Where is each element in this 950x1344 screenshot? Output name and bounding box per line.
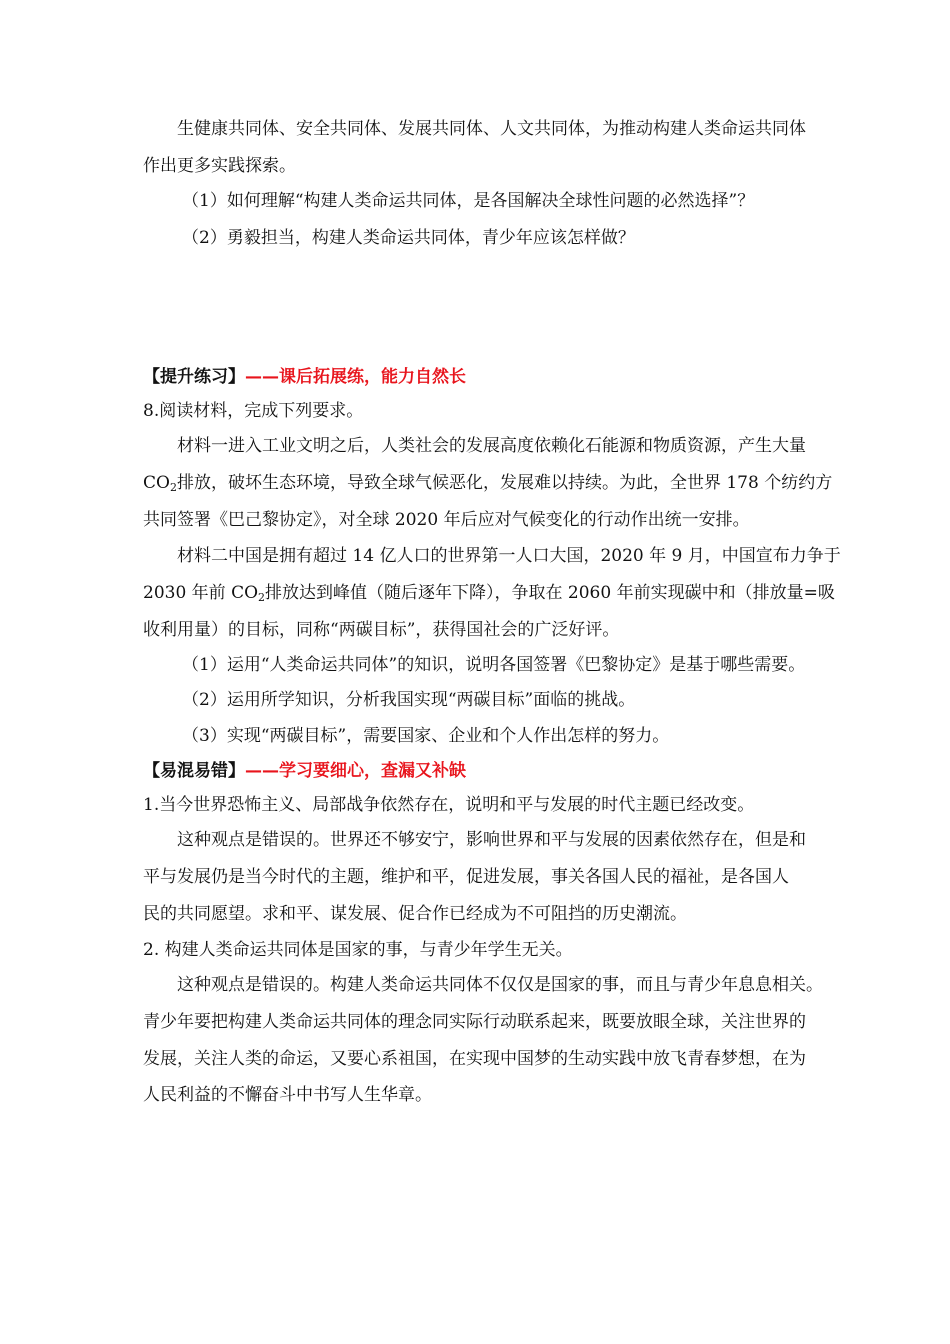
answer-text-line: 人民利益的不懈奋斗中书写人生华章。 — [143, 1085, 432, 1105]
requirement-1: （1）运用“人类命运共同体”的知识，说明各国签署《巴黎协定》是基于哪些需要。 — [182, 655, 806, 675]
answer-text-line: 民的共同愿望。求和平、谋发展、促合作已经成为不可阻挡的历史潮流。 — [143, 904, 687, 924]
material-text-line: 材料二中国是拥有超过 14 亿人口的世界第一人口大国，2020 年 9 月，中国宣布力争于 — [177, 546, 841, 566]
section-subtitle: ——学习要细心，查漏又补缺 — [245, 761, 466, 781]
mistake-claim-2: 2. 构建人类命运共同体是国家的事，与青少年学生无关。 — [143, 940, 573, 960]
answer-text-line: 平与发展仍是当今时代的主题，维护和平，促进发展，事关各国人民的福祉，是各国人 — [143, 867, 789, 887]
question-1: （1）如何理解“构建人类命运共同体，是各国解决全球性问题的必然选择”？ — [182, 191, 755, 211]
section-title: 【易混易错】 — [143, 761, 245, 781]
section-subtitle: ——课后拓展练，能力自然长 — [245, 367, 466, 387]
mistake-claim-1: 1.当今世界恐怖主义、局部战争依然存在，说明和平与发展的时代主题已经改变。 — [143, 795, 755, 815]
section-heading-practice — [143, 366, 466, 388]
requirement-2: （2）运用所学知识，分析我国实现“两碳目标”面临的挑战。 — [182, 690, 636, 710]
question-2: （2）勇毅担当，构建人类命运共同体，青少年应该怎样做？ — [182, 228, 635, 248]
answer-text-line: 发展，关注人类的命运，又要心系祖国，在实现中国梦的生动实践中放飞青春梦想，在为 — [143, 1049, 806, 1069]
answer-text-line: 这种观点是错误的。世界还不够安宁，影响世界和平与发展的因素依然存在，但是和 — [177, 830, 806, 850]
answer-text-line: 青少年要把构建人类命运共同体的理念同实际行动联系起来，既要放眼全球，关注世界的 — [143, 1012, 806, 1032]
material-text-line: $CO_2$排放，破坏生态环境，导致全球气候恶化，发展难以持续。为此，全世界 178 个纺约方 — [143, 473, 833, 494]
answer-text-line: 这种观点是错误的。构建人类命运共同体不仅仅是国家的事，而且与青少年息息相关。 — [177, 975, 823, 995]
material-text-line: 共同签署《巴己黎协定》，对全球 2020 年后应对气候变化的行动作出统一安排。 — [143, 510, 750, 530]
material-text-line: 作出更多实践探索。 — [143, 156, 296, 176]
material-text-line: 收利用量）的目标，同称“两碳目标”，获得国社会的广泛好评。 — [143, 620, 620, 640]
material-text-line: 材料一进入工业文明之后，人类社会的发展高度依赖化石能源和物质资源，产生大量 — [177, 436, 806, 456]
question-stem: 8.阅读材料，完成下列要求。 — [143, 401, 364, 421]
material-text-line: 2030 年前 $CO_2$排放达到峰值（随后逐年下降），争取在 2060 年前实现碳中和（排放量=吸 — [143, 583, 835, 604]
section-title: 【提升练习】 — [143, 367, 245, 387]
section-heading-mistakes — [143, 760, 466, 782]
material-text-line: 生健康共同体、安全共同体、发展共同体、人文共同体，为推动构建人类命运共同体 — [177, 119, 806, 139]
requirement-3: （3）实现“两碳目标”，需要国家、企业和个人作出怎样的努力。 — [182, 726, 670, 746]
